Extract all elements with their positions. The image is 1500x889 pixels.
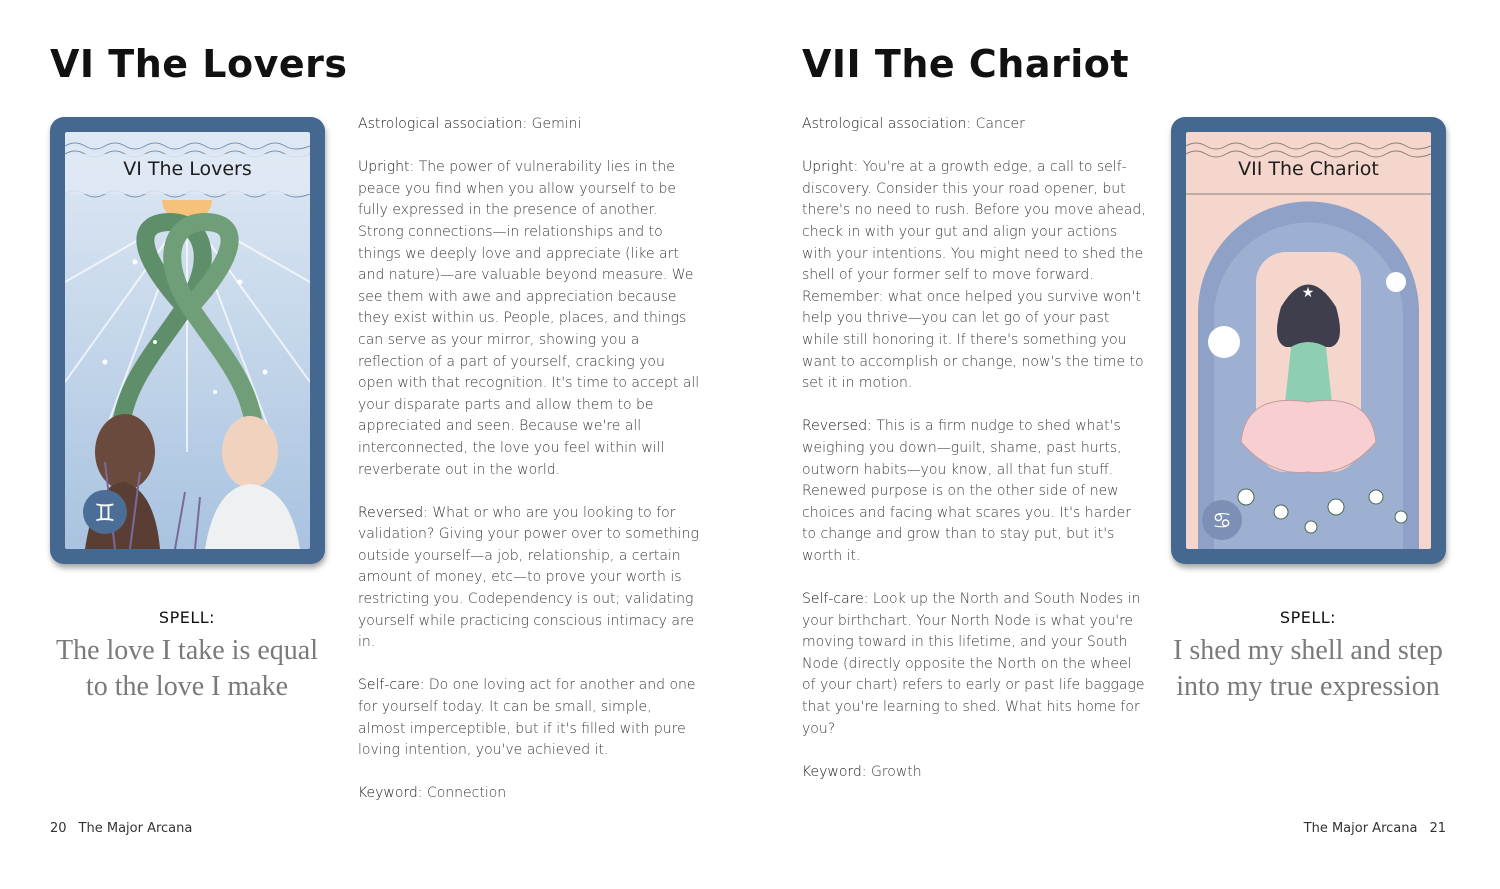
keyword-label-left: Keyword: xyxy=(358,785,423,802)
selfcare-text-right: Look up the North and South Nodes in your birthchart. Your North Node is what you're moving toward in this lifetime, and your South Node (directly opposite the North on the wheel of your chart) refers to early or past life baggage that you're learning to shed. What hits home for you? xyxy=(802,591,1145,737)
chariot-illustration xyxy=(1186,132,1431,549)
reversed-text-right: This is a firm nudge to shed what's weighing you down—guilt, shame, past hurts, outworn habits—you know, all that fun stuff. Renewed purpose is on the other side of new choices and facing what scares you. It's harder to change and grow than to stay put, but it's worth it. xyxy=(802,418,1131,564)
spell-left xyxy=(37,608,337,705)
keyword-value-right: Growth xyxy=(870,763,922,780)
upright-paragraph-right xyxy=(802,157,1147,395)
reversed-paragraph-right xyxy=(802,416,1147,567)
spell-line-1-left: The love I take is equal xyxy=(55,635,318,666)
page-number-right: 21 xyxy=(1429,821,1446,836)
spell-line-1-right: I shed my shell and step xyxy=(1173,635,1443,666)
chariot-card xyxy=(1171,117,1446,564)
keyword-paragraph-right xyxy=(802,762,1147,784)
lovers-description xyxy=(358,114,703,827)
upright-text-left: The power of vulnerability lies in the peace you find when you allow yourself to be fully expressed in the presence of another. Strong connections—in relationships and to things we deeply love and appreciate (like art and nature)—are valuable beyond measure. We see them with awe and appreciation because they exist within us. People, places, and things can serve as your mirror, showing you a reflection of a part of yourself, cracking you open with that recognition. It's time to accept all your disparate parts and allow them to be appreciated and seen. Because we're all interconnected, the love you feel within will reverberate out in the world. xyxy=(358,159,700,478)
selfcare-label-right: Self-care: xyxy=(802,591,869,608)
spell-right xyxy=(1158,608,1458,705)
astro-label-left: Astrological association: xyxy=(358,116,528,132)
spell-label-right: SPELL: xyxy=(1279,608,1337,627)
keyword-value-left: Connection xyxy=(426,785,507,802)
page-title-right: VII The Chariot xyxy=(802,42,1130,86)
lovers-card-title: VI The Lovers xyxy=(123,158,252,180)
reversed-text-left: What or who are you looking to for validation? Giving your power over to something outside yourself—a job, relationship, a certain amount of money, etc—to prove your worth is restricting you. Codependency is out; validating yourself while practicing conscious intimacy are in. xyxy=(358,504,699,651)
spell-text-left xyxy=(37,633,337,705)
spell-line-2-right: into my true expression xyxy=(1176,671,1440,702)
keyword-label-right: Keyword: xyxy=(802,763,867,780)
footer-left xyxy=(50,821,192,836)
page-title-left: VI The Lovers xyxy=(50,42,348,86)
selfcare-paragraph-right xyxy=(802,589,1147,740)
astro-paragraph-left xyxy=(358,114,703,136)
selfcare-paragraph-left xyxy=(358,675,703,761)
svg-text:♋: ♋ xyxy=(1212,509,1232,534)
spell-text-right xyxy=(1158,633,1458,705)
reversed-label-left: Reversed: xyxy=(358,504,428,521)
upright-label-left: Upright: xyxy=(358,159,415,176)
astro-paragraph-right xyxy=(802,114,1147,136)
spell-label-left: SPELL: xyxy=(158,608,216,627)
footer-right xyxy=(1304,821,1446,836)
lovers-card-art xyxy=(65,132,310,549)
selfcare-text-left: Do one loving act for another and one for yourself today. It can be small, simple, almost imperceptible, but if it's filled with pure loving intention, you've achieved it. xyxy=(358,677,696,759)
footer-section-right: The Major Arcana xyxy=(1303,821,1418,836)
svg-text:★: ★ xyxy=(1301,285,1315,301)
selfcare-label-left: Self-care: xyxy=(358,677,425,694)
astro-label-right: Astrological association: xyxy=(802,116,972,132)
chariot-card-title: VII The Chariot xyxy=(1238,158,1379,180)
upright-text-right: You're at a growth edge, a call to self-discovery. Consider this your road opener, but there's no need to rush. Before you move ahead, check in with your gut and align your actions with your intentions. You might need to shed the shell of your former self to move forward. Remember: what once helped you survive won't help you thrive—you can let go of your past while still honoring it. If there's something you want to accomplish or change, now's the time to set it in motion. xyxy=(802,159,1146,392)
spell-line-2-left: to the love I make xyxy=(85,671,289,702)
keyword-paragraph-left xyxy=(358,783,703,805)
footer-section-left: The Major Arcana xyxy=(78,821,193,836)
reversed-label-right: Reversed: xyxy=(802,418,872,435)
chariot-description xyxy=(802,114,1147,805)
chariot-card-art xyxy=(1186,132,1431,549)
upright-label-right: Upright: xyxy=(802,159,859,176)
lovers-card xyxy=(50,117,325,564)
upright-paragraph-left xyxy=(358,157,703,481)
page-number-left: 20 xyxy=(50,821,67,836)
svg-text:♊: ♊ xyxy=(94,499,116,527)
lovers-illustration xyxy=(65,132,310,549)
astro-value-left: Gemini xyxy=(531,116,582,132)
reversed-paragraph-left xyxy=(358,503,703,654)
astro-value-right: Cancer xyxy=(975,116,1025,132)
